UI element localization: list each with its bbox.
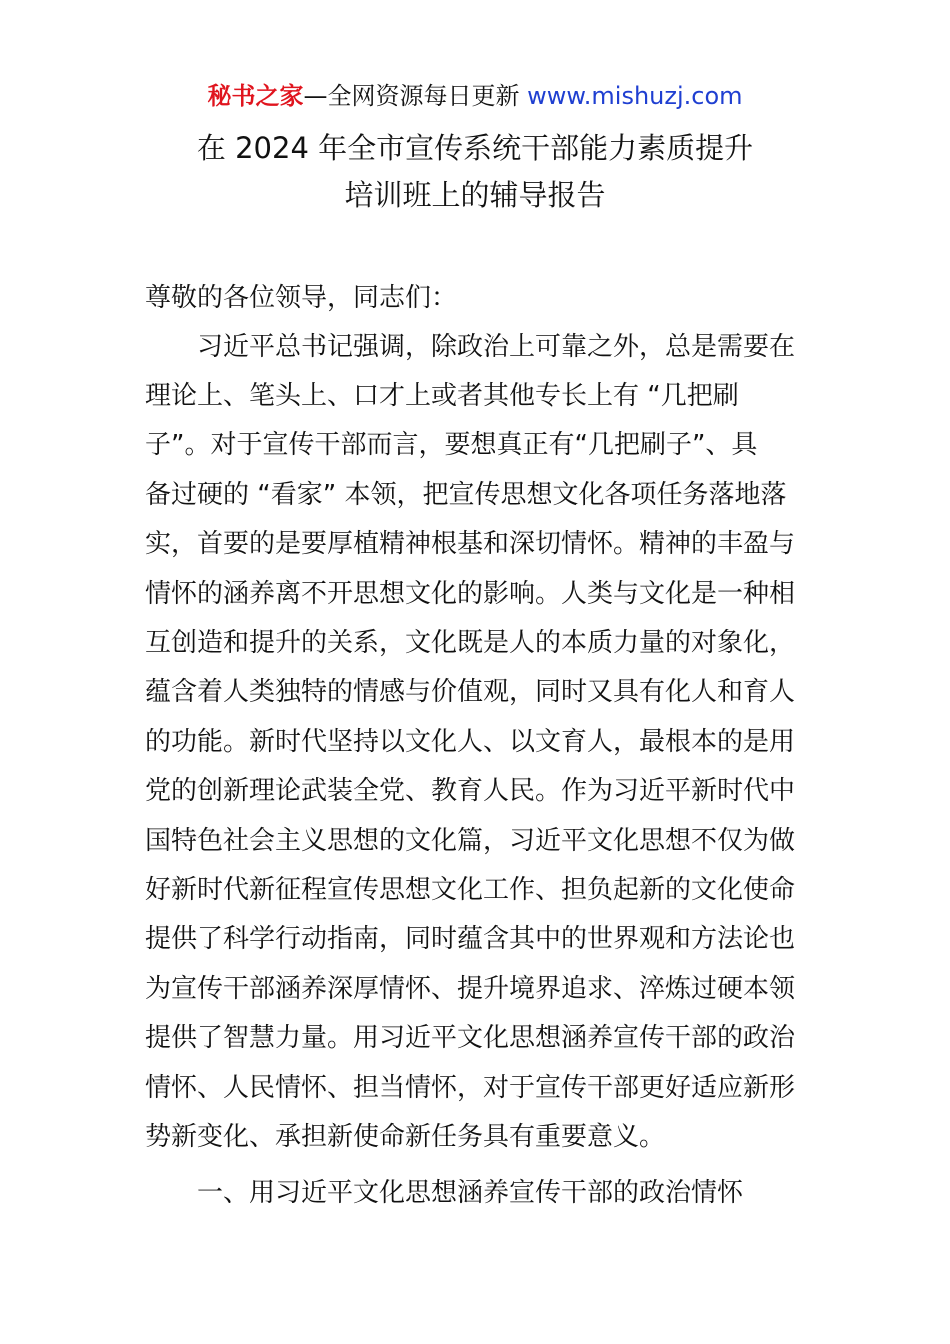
paragraph-line: 提供了科学行动指南，同时蕴含其中的世界观和方法论也 xyxy=(145,924,796,954)
paragraph-line: 提供了智慧力量。用习近平文化思想涵养宣传干部的政治 xyxy=(145,1023,796,1053)
document-title-line-2: 培训班上的辅导报告 xyxy=(344,178,606,212)
site-brand: 秘书之家 xyxy=(207,82,304,110)
paragraph-line: 势新变化、承担新使命新任务具有重要意义。 xyxy=(145,1122,666,1152)
paragraph-line: 蕴含着人类独特的情感与价值观，同时又具有化人和育人 xyxy=(145,677,796,707)
paragraph-line: 的功能。新时代坚持以文化人、以文育人，最根本的是用 xyxy=(145,727,796,757)
paragraph-line: 情怀的涵养离不开思想文化的影响。人类与文化是一种相 xyxy=(145,579,796,609)
paragraph-line: 好新时代新征程宣传思想文化工作、担负起新的文化使命 xyxy=(145,875,796,905)
paragraph-line: 理论上、笔头上、口才上或者其他专长上有 “几把刷 xyxy=(145,381,739,411)
paragraph-line: 为宣传干部涵养深厚情怀、提升境界追求、淬炼过硬本领 xyxy=(145,974,796,1004)
paragraph-line: 实，首要的是要厚植精神根基和深切情怀。精神的丰盈与 xyxy=(145,529,796,559)
document-title-line-1: 在 2024 年全市宣传系统干部能力素质提升 xyxy=(196,131,754,165)
site-tagline: —全网资源每日更新 xyxy=(303,82,528,110)
paragraph-line: 情怀、人民情怀、担当情怀，对于宣传干部更好适应新形 xyxy=(145,1073,796,1103)
paragraph-line: 子”。对于宣传干部而言，要想真正有“几把刷子”、具 xyxy=(145,430,758,460)
paragraph-line: 习近平总书记强调，除政治上可靠之外，总是需要在 xyxy=(197,332,796,362)
site-banner xyxy=(0,80,950,112)
paragraph-line: 国特色社会主义思想的文化篇，习近平文化思想不仅为做 xyxy=(145,826,796,856)
section-heading: 一、用习近平文化思想涵养宣传干部的政治情怀 xyxy=(197,1178,744,1208)
paragraph-line: 互创造和提升的关系，文化既是人的本质力量的对象化， xyxy=(145,628,796,658)
paragraph-line: 备过硬的 “看家” 本领，把宣传思想文化各项任务落地落 xyxy=(145,480,787,510)
salutation: 尊敬的各位领导，同志们： xyxy=(145,283,458,313)
site-url-link[interactable]: www.mishuzj.com xyxy=(527,82,743,110)
paragraph-line: 党的创新理论武装全党、教育人民。作为习近平新时代中 xyxy=(145,776,796,806)
